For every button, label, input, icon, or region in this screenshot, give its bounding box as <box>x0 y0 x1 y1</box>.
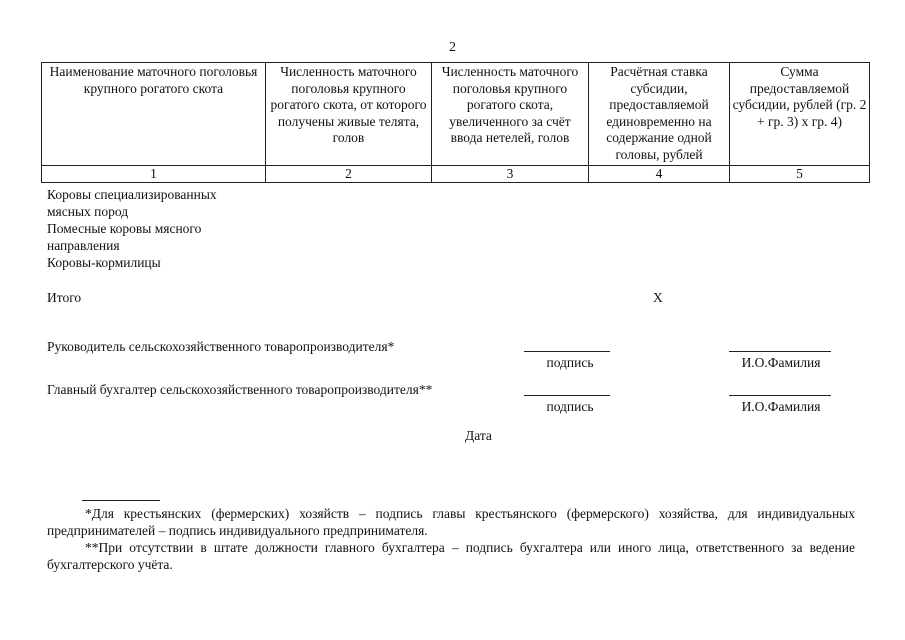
total-label: Итого <box>47 290 82 305</box>
column-header-subsidy-amount: Сумма предоставляемой субсидии, рублей (гр. 2 + гр. 3) х гр. 4) <box>730 63 870 166</box>
livestock-rows <box>47 186 217 271</box>
column-number: 2 <box>266 166 432 183</box>
accountant-signature-caption: подпись <box>546 399 594 414</box>
table-header-row <box>42 63 870 166</box>
page-number: 2 <box>449 40 456 55</box>
column-header-subsidy-rate: Расчётная ставка субсидии, предоставляемой единовременно на содержание одной головы, рублей <box>589 63 730 166</box>
total-mark: X <box>653 290 663 305</box>
footnotes <box>47 505 855 573</box>
head-signature-caption: подпись <box>546 355 594 370</box>
head-signature-line <box>524 351 610 352</box>
footnote: *Для крестьянских (фермерских) хозяйств – подпись главы крестьянского (фермерского) хозяйства, для индивидуальных предпринимателей – подпись индивидуального предпринимателя. <box>47 506 855 538</box>
accountant-signature-label: Главный бухгалтер сельскохозяйственного товаропроизводителя** <box>47 382 433 397</box>
column-header-name: Наименование маточного поголовья крупного рогатого скота <box>42 63 266 166</box>
column-header-heifers-count: Численность маточного поголовья крупного рогатого скота, увеличенного за счёт ввода нетелей, голов <box>432 63 589 166</box>
head-name-caption: И.О.Фамилия <box>741 355 821 370</box>
accountant-signature-line <box>524 395 610 396</box>
footnote-divider <box>82 500 160 501</box>
row-label: мясных пород <box>47 204 129 219</box>
accountant-name-line <box>729 395 831 396</box>
head-name-line <box>729 351 831 352</box>
footnote: **При отсутствии в штате должности главного бухгалтера – подпись бухгалтера или иного лица, ответственного за ведение бухгалтерского учёта. <box>47 540 855 572</box>
row-label: Помесные коровы мясного <box>47 221 202 236</box>
column-number-row <box>42 166 870 183</box>
column-number: 1 <box>42 166 266 183</box>
row-label: направления <box>47 238 120 253</box>
subsidy-table <box>41 62 870 183</box>
accountant-name-caption: И.О.Фамилия <box>741 399 821 414</box>
column-number: 5 <box>730 166 870 183</box>
head-signature-label: Руководитель сельскохозяйственного товаропроизводителя* <box>47 339 395 354</box>
column-header-calves-count: Численность маточного поголовья крупного рогатого скота, от которого получены живые телята, голов <box>266 63 432 166</box>
date-label: Дата <box>465 428 492 443</box>
column-number: 4 <box>589 166 730 183</box>
row-label: Коровы-кормилицы <box>47 255 161 270</box>
column-number: 3 <box>432 166 589 183</box>
row-label: Коровы специализированных <box>47 187 217 202</box>
